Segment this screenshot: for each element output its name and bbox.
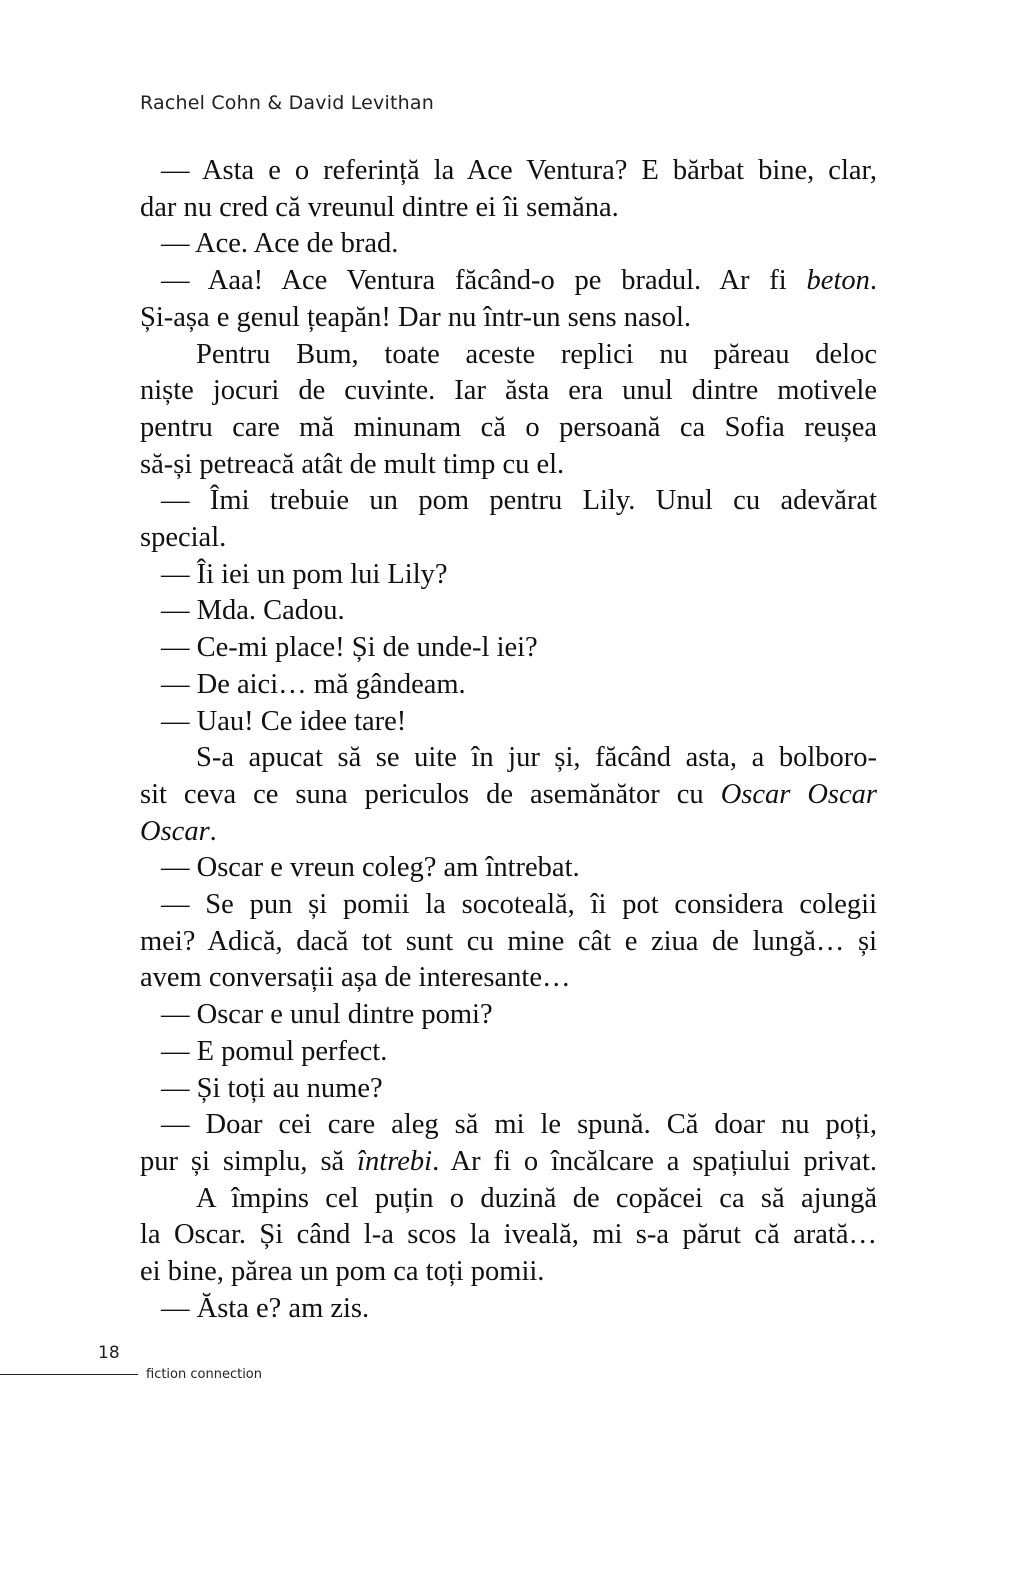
text-segment-italic: Oscar Oscar <box>720 778 878 810</box>
text-line <box>140 263 877 300</box>
text-segment-italic: Oscar <box>140 815 210 847</box>
running-header: Rachel Cohn & David Levithan <box>140 92 434 114</box>
text-line: — Îmi trebuie un pom pentru Lily. Unul cu adevărat <box>161 485 877 517</box>
text-line: Și-așa e genul țeapăn! Dar nu într-un sens nasol. <box>140 301 692 333</box>
text-line: — Ce-mi place! Și de unde-l iei? <box>161 632 538 664</box>
text-line: — Mda. Cadou. <box>161 595 345 627</box>
text-line: — Și toți au nume? <box>161 1072 383 1104</box>
text-line: — Ace. Ace de brad. <box>161 228 399 260</box>
text-line: dar nu cred că vreunul dintre ei îi semăna. <box>140 191 619 223</box>
text-line: — Uau! Ce idee tare! <box>161 705 407 737</box>
text-line: — De aici… mă gândeam. <box>161 668 466 700</box>
text-line: niște jocuri de cuvinte. Iar ăsta era unul dintre motivele <box>140 375 877 407</box>
footer-divider <box>0 1374 138 1375</box>
text-segment: sit ceva ce suna periculos de asemănător cu <box>140 778 704 810</box>
imprint-label: fiction connection <box>146 1367 262 1382</box>
text-segment-italic: beton. <box>806 265 877 297</box>
text-line: — Ăsta e? am zis. <box>161 1292 370 1324</box>
text-line: avem conversații așa de interesante… <box>140 962 571 994</box>
text-line: special. <box>140 522 227 554</box>
text-line: la Oscar. Și când l-a scos la iveală, mi s-a părut că arată… <box>140 1219 877 1251</box>
text-line: — Asta e o referință la Ace Ventura? E bărbat bine, clar, <box>161 155 877 186</box>
text-line <box>140 1144 877 1181</box>
text-line: — Îi iei un pom lui Lily? <box>161 558 448 590</box>
text-segment-italic: întrebi. Ar fi o încălcare a spațiului privat. <box>357 1145 877 1177</box>
text-line: — Doar cei care aleg să mi le spună. Că doar nu poți, <box>161 1109 877 1141</box>
text-line: — Se pun și pomii la socoteală, îi pot considera colegii <box>161 889 877 921</box>
text-line: — Oscar e unul dintre pomi? <box>161 999 493 1031</box>
text-line: pentru care mă minunam că o persoană ca Sofia reușea <box>140 411 877 443</box>
text-segment: — Aaa! Ace Ventura făcând-o pe bradul. Ar fi <box>161 265 787 297</box>
body-text <box>140 153 877 1328</box>
text-line: — Oscar e vreun coleg? am întrebat. <box>161 852 580 884</box>
text-segment: pur și simplu, să <box>140 1145 345 1177</box>
text-line: — E pomul perfect. <box>161 1035 388 1067</box>
text-line: să-și petreacă atât de mult timp cu el. <box>140 448 565 480</box>
page-number: 18 <box>98 1343 120 1363</box>
text-segment: . <box>209 815 217 847</box>
text-line: ei bine, părea un pom ca toți pomii. <box>140 1256 545 1288</box>
text-line <box>140 814 877 851</box>
text-line <box>140 777 877 814</box>
text-line: mei? Adică, dacă tot sunt cu mine cât e ziua de lungă… și <box>140 925 877 957</box>
text-line: S-a apucat să se uite în jur și, făcând asta, a bolboro- <box>196 742 877 774</box>
text-line: A împins cel puțin o duzină de copăcei ca să ajungă <box>196 1182 877 1214</box>
text-line: Pentru Bum, toate aceste replici nu păreau deloc <box>196 338 877 370</box>
